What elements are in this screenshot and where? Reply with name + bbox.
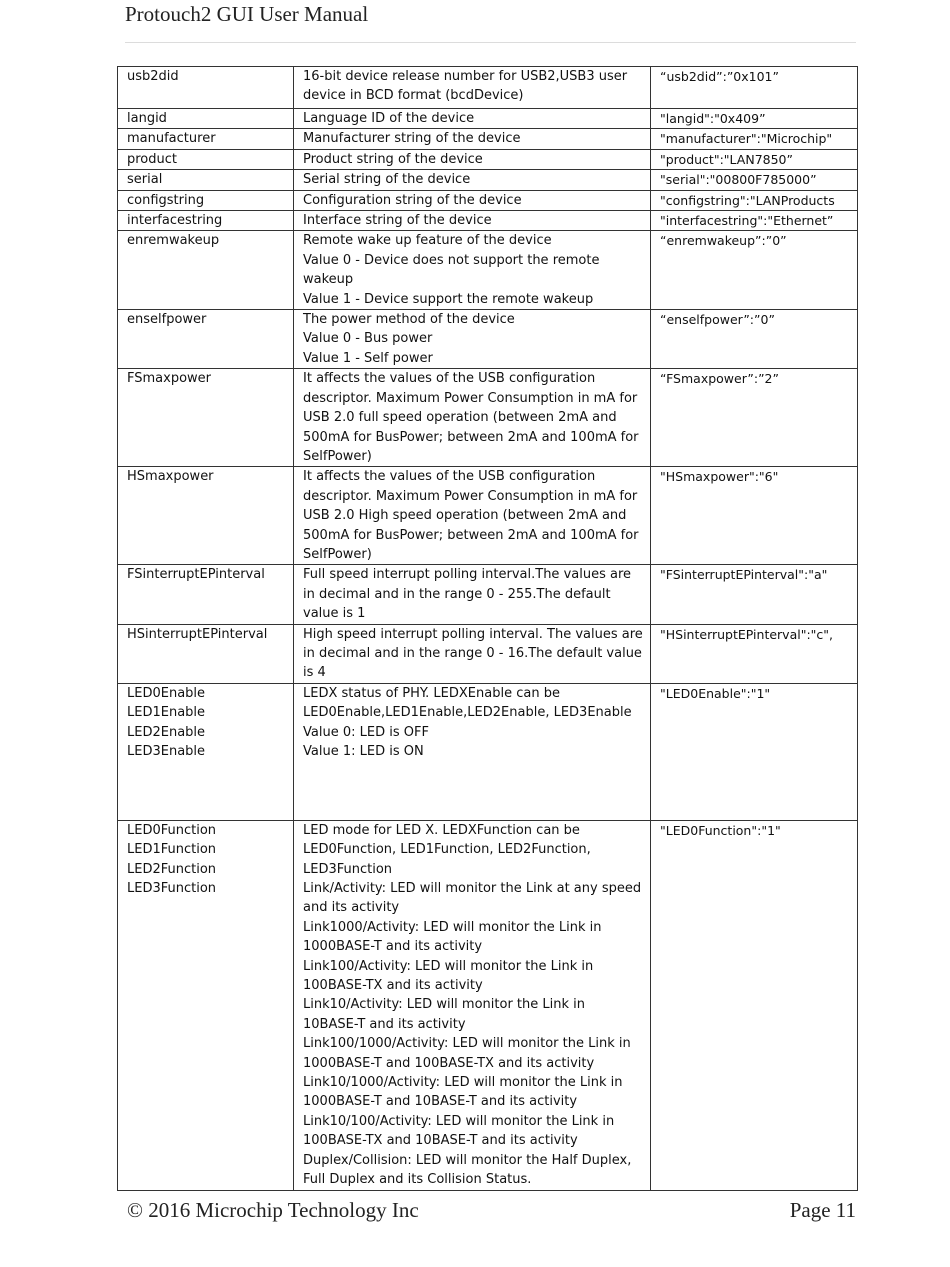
param-description: Language ID of the device [294, 109, 651, 129]
table-row [118, 231, 858, 310]
param-name: HSmaxpower [118, 467, 294, 565]
param-name: enremwakeup [118, 231, 294, 310]
param-description: Full speed interrupt polling interval.The values are in decimal and in the range 0 - 255.The default value is 1 [294, 565, 651, 624]
param-description: High speed interrupt polling interval. The values are in decimal and in the range 0 - 16.The default value is 4 [294, 624, 651, 683]
param-description: Interface string of the device [294, 211, 651, 231]
param-example: "product":"LAN7850” [651, 149, 858, 169]
param-example: “usb2did”:”0x101” [651, 67, 858, 109]
footer-page-number: Page 11 [789, 1198, 856, 1222]
param-example: "LED0Function":"1" [651, 820, 858, 1190]
param-name: FSmaxpower [118, 369, 294, 467]
page-header-title: Protouch2 GUI User Manual [125, 2, 369, 26]
param-name: LED0Function LED1Function LED2Function LED3Function [118, 820, 294, 1190]
table-row [118, 467, 858, 565]
param-description: The power method of the device Value 0 - Bus power Value 1 - Self power [294, 310, 651, 369]
param-description: 16-bit device release number for USB2,USB3 user device in BCD format (bcdDevice) [294, 67, 651, 109]
param-description: Serial string of the device [294, 170, 651, 190]
table-row [118, 369, 858, 467]
param-example: "configstring":"LANProducts [651, 190, 858, 210]
param-example: "HSmaxpower":"6" [651, 467, 858, 565]
param-example: “FSmaxpower”:”2” [651, 369, 858, 467]
param-example: "LED0Enable":"1" [651, 683, 858, 820]
param-description: It affects the values of the USB configuration descriptor. Maximum Power Consumption in mA for USB 2.0 full speed operation (between 2mA and 500mA for BusPower; between 2mA and 100mA for SelfPower) [294, 369, 651, 467]
param-example: "serial":"00800F785000” [651, 170, 858, 190]
footer-copyright: © 2016 Microchip Technology Inc [127, 1198, 419, 1222]
param-example: "manufacturer":"Microchip" [651, 129, 858, 149]
param-description: LED mode for LED X. LEDXFunction can be LED0Function, LED1Function, LED2Function, LED3Function Link/Activity: LED will monitor the Link at any speed and its activity Link1000/Activity: LED will monitor the Link in 1000BASE-T and its activity Link100/Activity: LED will monitor the Link in 100BASE-TX and its activity Link10/Activity: LED will monitor the Link in 10BASE-T and its activity Link100/1000/Activity: LED will monitor the Link in 1000BASE-T and 100BASE-TX and its activity Link10/1000/Activity: LED will monitor the Link in 1000BASE-T and 10BASE-T and its activity Link10/100/Activity: LED will monitor the Link in 100BASE-TX and 10BASE-T and its activity Duplex/Collision: LED will monitor the Half Duplex, Full Duplex and its Collision Status. [294, 820, 651, 1190]
param-description: Configuration string of the device [294, 190, 651, 210]
param-name: usb2did [118, 67, 294, 109]
table-row [118, 190, 858, 210]
param-name: product [118, 149, 294, 169]
param-example: “enselfpower”:”0” [651, 310, 858, 369]
table-row [118, 211, 858, 231]
param-description: It affects the values of the USB configuration descriptor. Maximum Power Consumption in mA for USB 2.0 High speed operation (between 2mA and 500mA for BusPower; between 2mA and 100mA for SelfPower) [294, 467, 651, 565]
table-row [118, 310, 858, 369]
table-row [118, 129, 858, 149]
param-description: Manufacturer string of the device [294, 129, 651, 149]
table-row [118, 683, 858, 820]
param-name: FSinterruptEPinterval [118, 565, 294, 624]
param-example: "interfacestring":"Ethernet” [651, 211, 858, 231]
param-example: "FSinterruptEPinterval":"a" [651, 565, 858, 624]
param-example: "HSinterruptEPinterval":"c", [651, 624, 858, 683]
param-description: Remote wake up feature of the device Value 0 - Device does not support the remote wakeup Value 1 - Device support the remote wakeup [294, 231, 651, 310]
param-name: manufacturer [118, 129, 294, 149]
table-row [118, 67, 858, 109]
param-example: “enremwakeup”:”0” [651, 231, 858, 310]
param-name: interfacestring [118, 211, 294, 231]
table-row [118, 149, 858, 169]
table-row [118, 624, 858, 683]
param-description: LEDX status of PHY. LEDXEnable can be LED0Enable,LED1Enable,LED2Enable, LED3Enable Value 0: LED is OFF Value 1: LED is ON [294, 683, 651, 820]
param-example: "langid":"0x409” [651, 109, 858, 129]
header-divider [125, 42, 856, 43]
param-name: langid [118, 109, 294, 129]
param-name: enselfpower [118, 310, 294, 369]
table-row [118, 109, 858, 129]
param-name: configstring [118, 190, 294, 210]
param-name: serial [118, 170, 294, 190]
param-name: LED0Enable LED1Enable LED2Enable LED3Enable [118, 683, 294, 820]
table-row [118, 820, 858, 1190]
param-name: HSinterruptEPinterval [118, 624, 294, 683]
parameter-table [117, 66, 858, 1191]
table-row [118, 565, 858, 624]
table-row [118, 170, 858, 190]
param-description: Product string of the device [294, 149, 651, 169]
